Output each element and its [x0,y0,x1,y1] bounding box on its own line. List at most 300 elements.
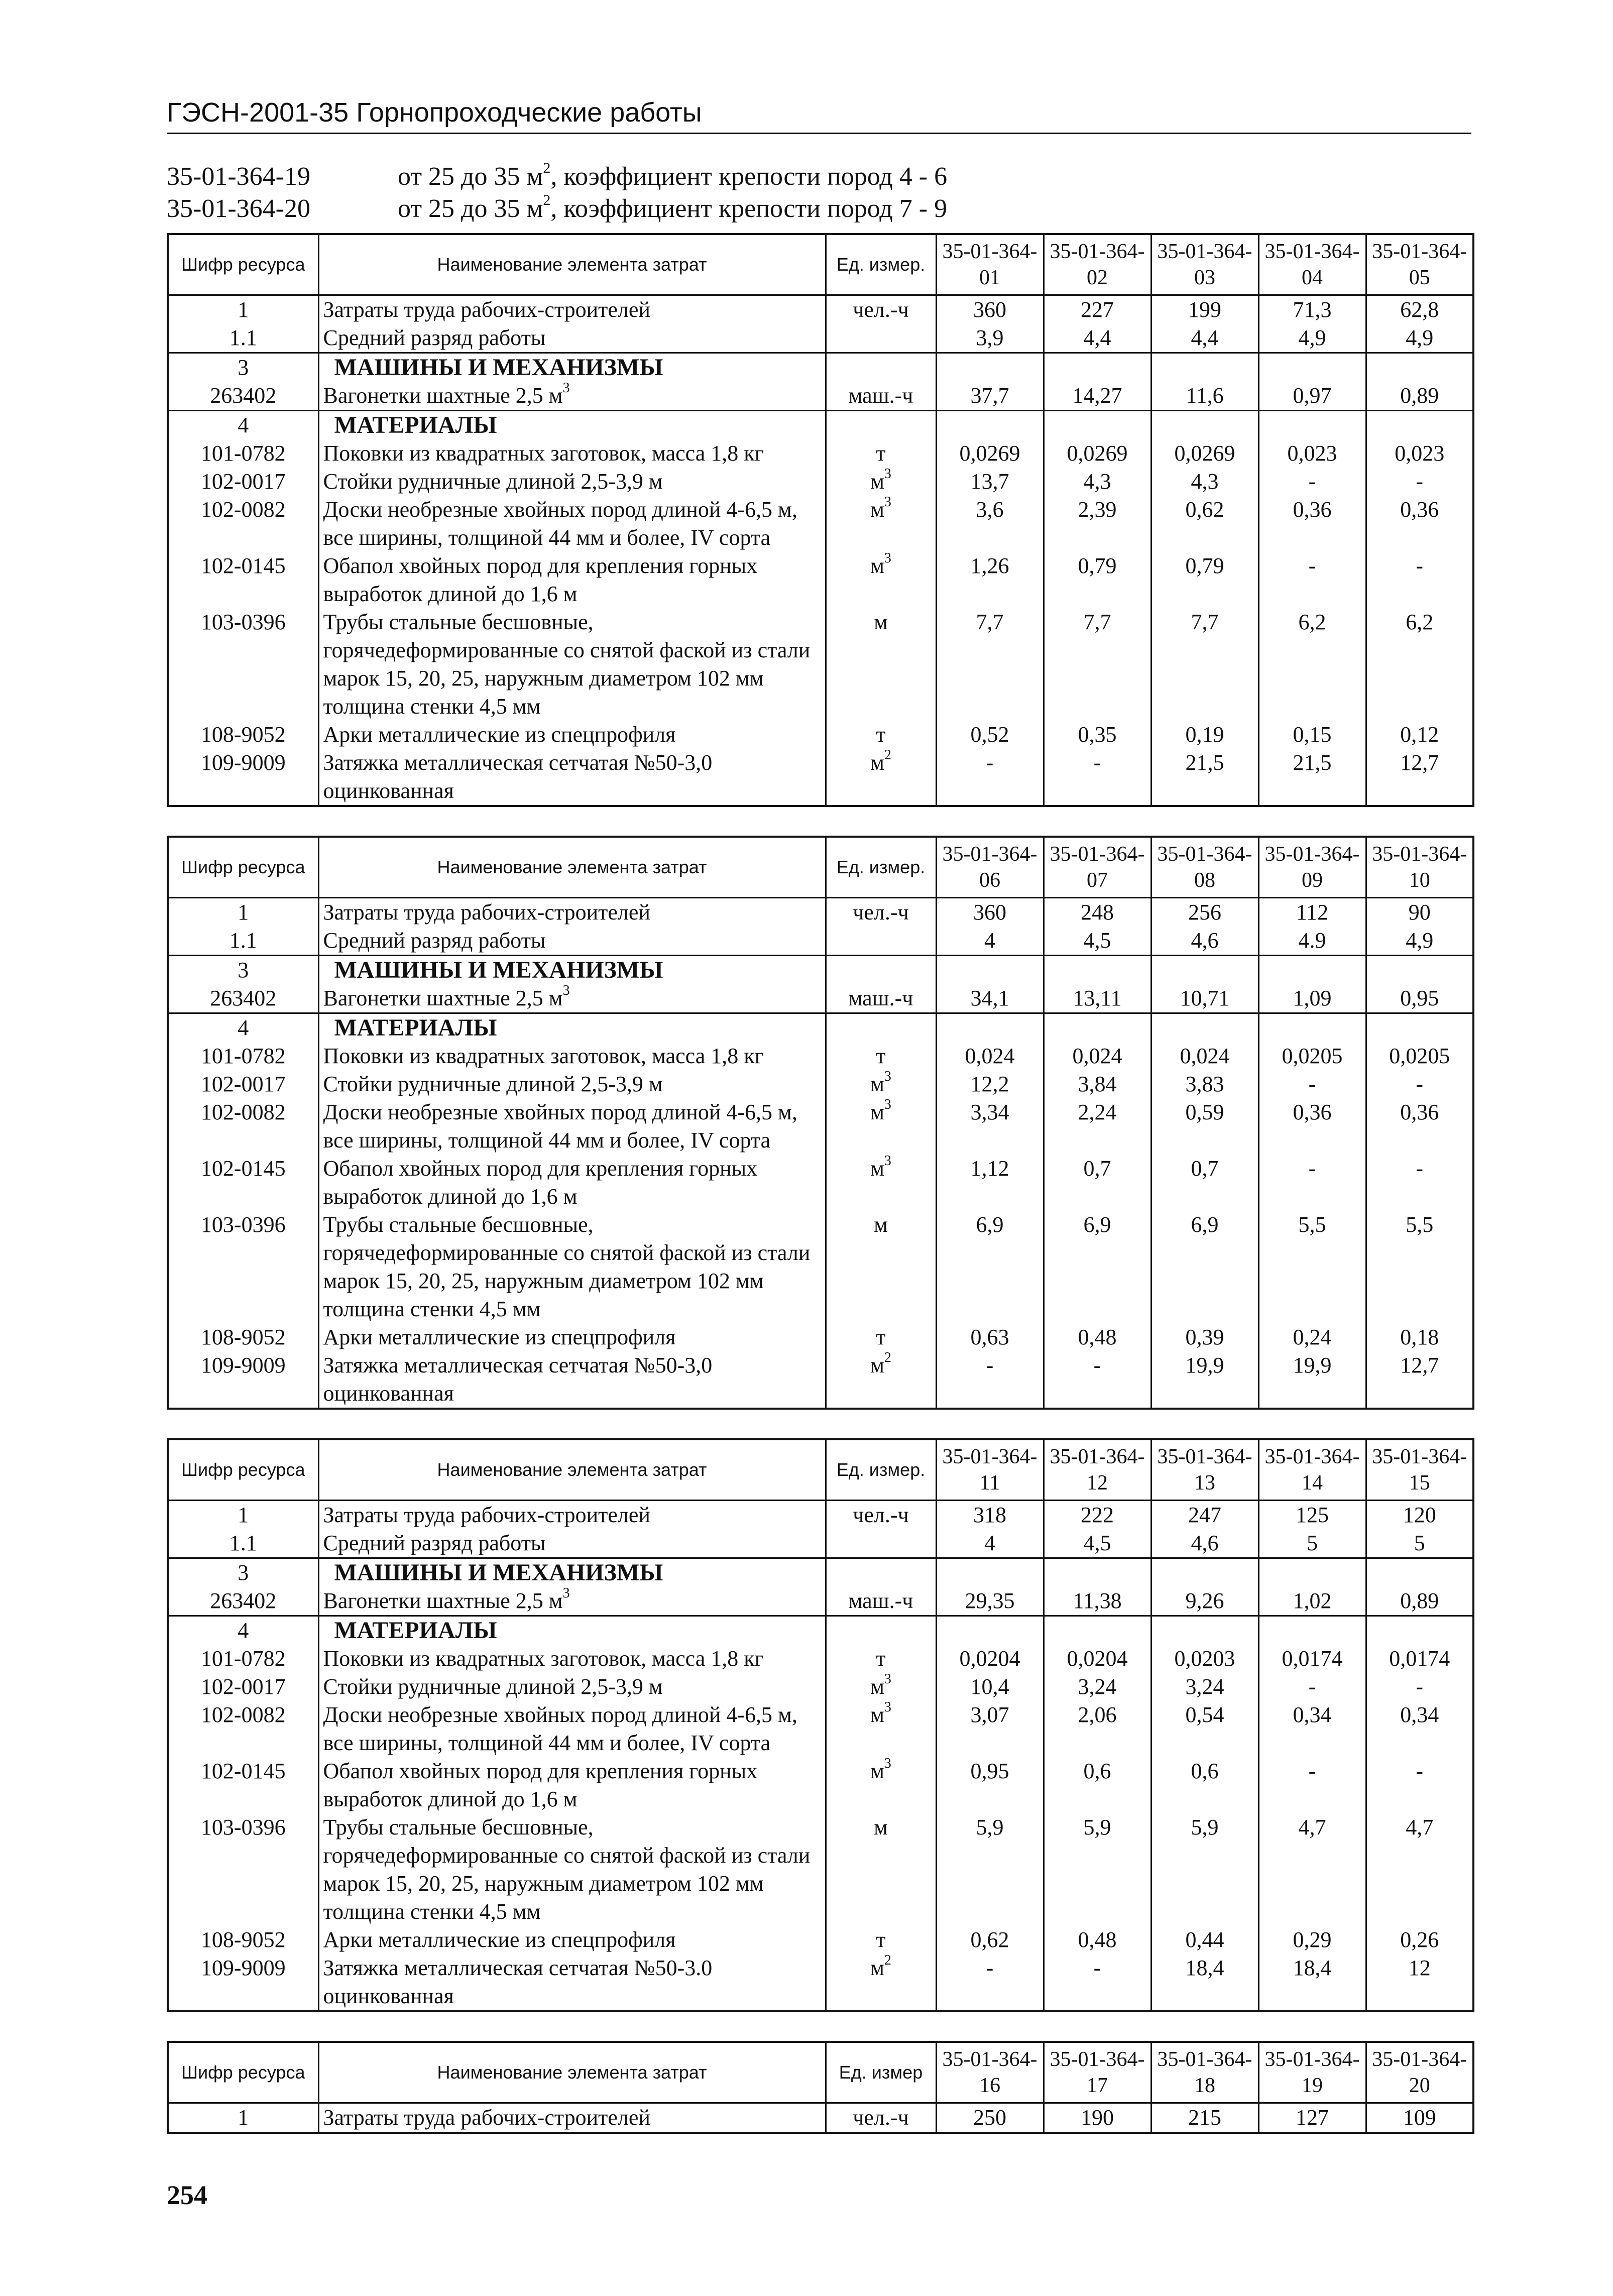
table-row [168,984,1473,1013]
header-norm-code: 35-01-364-12 [1044,1439,1151,1501]
value-cell: 4 [936,927,1044,956]
value-cell: 0,36 [1366,1098,1473,1155]
resource-table [167,836,1474,1410]
value-cell: 0,59 [1151,1098,1258,1155]
value-cell: - [1366,1070,1473,1098]
table-row [168,1645,1473,1673]
value-cell: 5,9 [1151,1813,1258,1926]
table-row [168,608,1473,721]
value-cell [936,353,1044,382]
value-cell: - [1258,1673,1366,1701]
header-resource-code: Шифр ресурса [168,2042,318,2103]
table-row [168,898,1473,927]
value-cell: 4 [936,1529,1044,1558]
cost-element-name: Обапол хвойных пород для крепления горных выработок длиной до 1,6 м [318,552,826,608]
value-cell: 3,07 [936,1701,1044,1757]
cost-element-name: Вагонетки шахтные 2,5 $м^3$ [318,984,826,1013]
resource-code: 102-0145 [168,552,318,608]
scope-sup: 2 [543,160,551,176]
unit-cell: т [826,1042,936,1070]
value-cell: 0,36 [1366,496,1473,552]
header-norm-code: 35-01-364-02 [1044,234,1151,295]
unit-cell: $м^3$ [826,1098,936,1155]
resource-code: 4 [168,1616,318,1645]
scope-code: 35-01-364-19 [167,162,310,191]
table-header-row [168,1439,1473,1501]
value-cell: - [1258,552,1366,608]
value-cell: 0,39 [1151,1323,1258,1351]
value-cell: 0,0204 [936,1645,1044,1673]
value-cell: 1,26 [936,552,1044,608]
value-cell: 120 [1366,1501,1473,1530]
value-cell: 0,0174 [1258,1645,1366,1673]
scope-text: от 25 до 35 м [398,162,543,191]
table-row [168,1155,1473,1211]
resource-code: 4 [168,411,318,440]
header-rule [167,133,1471,134]
header-norm-code: 35-01-364-04 [1258,234,1366,295]
cost-element-name: Обапол хвойных пород для крепления горных выработок длиной до 1,6 м [318,1155,826,1211]
value-cell: 29,35 [936,1587,1044,1616]
value-cell [1258,411,1366,440]
table-row [168,1587,1473,1616]
table-row [168,468,1473,496]
value-cell: 6,9 [1044,1211,1151,1323]
value-cell: - [1366,1155,1473,1211]
table-row [168,552,1473,608]
value-cell: 0,36 [1258,496,1366,552]
table-header-row [168,234,1473,295]
header-cost-element: Наименование элемента затрат [318,234,826,295]
value-cell: 4,7 [1258,1813,1366,1926]
table-row [168,439,1473,468]
value-cell: 4,6 [1151,1529,1258,1558]
table-row [168,721,1473,749]
unit-cell: м [826,1813,936,1926]
resource-code: 109-9009 [168,1954,318,2011]
value-cell [1044,411,1151,440]
table-row [168,1673,1473,1701]
cost-element-name: Трубы стальные бесшовные, горячедеформированные со снятой фаской из стали марок 15, 20, 25, наружным диаметром 102 мм толщина стенки 4,5 мм [318,1813,826,1926]
value-cell: 0,89 [1366,382,1473,411]
section-row [168,956,1473,985]
value-cell: 0,0174 [1366,1645,1473,1673]
header-norm-code: 35-01-364-20 [1366,2042,1473,2103]
value-cell: 6,9 [936,1211,1044,1323]
header-norm-code: 35-01-364-16 [936,2042,1044,2103]
resource-table [167,1438,1474,2012]
value-cell: 0,024 [1151,1042,1258,1070]
value-cell: 21,5 [1151,749,1258,806]
value-cell: 0,54 [1151,1701,1258,1757]
header-norm-code: 35-01-364-19 [1258,2042,1366,2103]
unit-cell: чел.-ч [826,1501,936,1530]
value-cell: 0,48 [1044,1926,1151,1954]
table-row [168,1954,1473,2011]
unit-cell: чел.-ч [826,295,936,324]
unit-cell: $м^3$ [826,1757,936,1813]
value-cell: 0,0205 [1258,1042,1366,1070]
resource-code: 103-0396 [168,1211,318,1323]
unit-cell: чел.-ч [826,2103,936,2133]
resource-code: 1.1 [168,324,318,353]
header-norm-code: 35-01-364-09 [1258,837,1366,898]
value-cell: 0,7 [1151,1155,1258,1211]
resource-code: 102-0082 [168,1098,318,1155]
value-cell: 0,48 [1044,1323,1151,1351]
resource-code: 3 [168,353,318,382]
unit-cell: $м^3$ [826,1070,936,1098]
value-cell: 90 [1366,898,1473,927]
resource-code: 1.1 [168,1529,318,1558]
resource-code: 101-0782 [168,1042,318,1070]
resource-code: 101-0782 [168,1645,318,1673]
cost-element-name: Затяжка металлическая сетчатая №50-3,0 оцинкованная [318,749,826,806]
value-cell [1258,956,1366,985]
value-cell: 21,5 [1258,749,1366,806]
value-cell: 7,7 [936,608,1044,721]
resource-code: 263402 [168,382,318,411]
header-unit: Ед. измер [826,2042,936,2103]
value-cell: - [1044,749,1151,806]
value-cell: 0,6 [1044,1757,1151,1813]
cost-element-name: Затраты труда рабочих-строителей [318,1501,826,1530]
header-resource-code: Шифр ресурса [168,837,318,898]
value-cell [1044,956,1151,985]
table-row [168,1351,1473,1409]
unit-cell: $м^3$ [826,552,936,608]
value-cell: - [936,1351,1044,1409]
resource-code: 102-0017 [168,1070,318,1098]
page-number: 254 [167,2180,207,2210]
resource-code: 263402 [168,984,318,1013]
value-cell [1366,956,1473,985]
value-cell [1366,411,1473,440]
resource-code: 3 [168,1558,318,1587]
value-cell: 0,95 [1366,984,1473,1013]
value-cell: 0,19 [1151,721,1258,749]
scope-line [167,161,947,193]
resource-code: 102-0017 [168,468,318,496]
value-cell [1151,1616,1258,1645]
resource-table [167,233,1474,807]
value-cell: 19,9 [1258,1351,1366,1409]
cost-element-name: Доски необрезные хвойных пород длиной 4-6,5 м, все ширины, толщиной 44 мм и более, IV сорта [318,1701,826,1757]
unit-cell [826,1616,936,1645]
value-cell: 5 [1366,1529,1473,1558]
value-cell: - [936,1954,1044,2011]
value-cell: 13,7 [936,468,1044,496]
value-cell [1151,956,1258,985]
value-cell [936,956,1044,985]
scope-sup: 2 [543,192,551,208]
value-cell: 9,26 [1151,1587,1258,1616]
cost-element-name: Поковки из квадратных заготовок, масса 1,8 кг [318,1042,826,1070]
table-row [168,324,1473,353]
resource-code: 102-0017 [168,1673,318,1701]
value-cell: 71,3 [1258,295,1366,324]
value-cell: 3,34 [936,1098,1044,1155]
unit-cell [826,1558,936,1587]
cost-element-name: Доски необрезные хвойных пород длиной 4-6,5 м, все ширины, толщиной 44 мм и более, IV сорта [318,1098,826,1155]
value-cell: 190 [1044,2103,1151,2133]
value-cell [1044,353,1151,382]
table-row [168,927,1473,956]
value-cell: 0,63 [936,1323,1044,1351]
value-cell: 360 [936,898,1044,927]
header-resource-code: Шифр ресурса [168,234,318,295]
value-cell [1366,1616,1473,1645]
resource-code: 109-9009 [168,749,318,806]
value-cell: 14,27 [1044,382,1151,411]
value-cell: 13,11 [1044,984,1151,1013]
table-row [168,1098,1473,1155]
value-cell: 4,9 [1366,927,1473,956]
value-cell: - [1366,1757,1473,1813]
unit-cell: т [826,1926,936,1954]
unit-cell [826,956,936,985]
value-cell: 112 [1258,898,1366,927]
table-row [168,1501,1473,1530]
resource-code: 109-9009 [168,1351,318,1409]
value-cell: 0,52 [936,721,1044,749]
cost-element-name: Арки металлические из спецпрофиля [318,1323,826,1351]
value-cell: 0,35 [1044,721,1151,749]
resource-code: 3 [168,956,318,985]
value-cell: 125 [1258,1501,1366,1530]
unit-cell: $м^3$ [826,1673,936,1701]
value-cell: 0,29 [1258,1926,1366,1954]
value-cell: 0,0204 [1044,1645,1151,1673]
value-cell: 2,24 [1044,1098,1151,1155]
table-row [168,1529,1473,1558]
table-row [168,1323,1473,1351]
value-cell: 0,0269 [1044,439,1151,468]
value-cell [1258,353,1366,382]
value-cell: 0,0205 [1366,1042,1473,1070]
unit-cell: $м^3$ [826,1155,936,1211]
scope-text-rest: , коэффициент крепости пород 4 - 6 [550,162,948,191]
section-row [168,1558,1473,1587]
value-cell: 5 [1258,1529,1366,1558]
value-cell: 0,0269 [936,439,1044,468]
cost-element-name: Затяжка металлическая сетчатая №50-3,0 оцинкованная [318,1351,826,1409]
header-norm-code: 35-01-364-10 [1366,837,1473,898]
value-cell: 5,5 [1366,1211,1473,1323]
table-header-row [168,2042,1473,2103]
value-cell: 10,4 [936,1673,1044,1701]
value-cell: 0,024 [936,1042,1044,1070]
cost-element-name: Арки металлические из спецпрофиля [318,1926,826,1954]
value-cell: 3,24 [1151,1673,1258,1701]
value-cell: - [1366,468,1473,496]
resource-code: 102-0145 [168,1757,318,1813]
value-cell: 18,4 [1258,1954,1366,2011]
value-cell: 1,12 [936,1155,1044,1211]
value-cell [1366,1013,1473,1043]
unit-cell [826,1013,936,1043]
unit-cell: м [826,608,936,721]
value-cell [1258,1616,1366,1645]
value-cell: 0,0203 [1151,1645,1258,1673]
cost-element-name: Стойки рудничные длиной 2,5-3,9 м [318,468,826,496]
scope-code: 35-01-364-20 [167,194,310,223]
unit-cell [826,411,936,440]
value-cell: 3,6 [936,496,1044,552]
table-row [168,1070,1473,1098]
value-cell [936,1616,1044,1645]
value-cell: 0,15 [1258,721,1366,749]
value-cell: - [1044,1351,1151,1409]
value-cell: 318 [936,1501,1044,1530]
unit-cell: $м^3$ [826,1701,936,1757]
unit-cell: т [826,1645,936,1673]
value-cell: 0,18 [1366,1323,1473,1351]
table-row [168,749,1473,806]
unit-cell: $м^2$ [826,749,936,806]
value-cell: 4,3 [1044,468,1151,496]
header-norm-code: 35-01-364-08 [1151,837,1258,898]
value-cell: 3,84 [1044,1070,1151,1098]
unit-cell: $м^2$ [826,1351,936,1409]
header-unit: Ед. измер. [826,1439,936,1501]
value-cell: - [936,749,1044,806]
header-unit: Ед. измер. [826,837,936,898]
cost-element-name: Стойки рудничные длиной 2,5-3,9 м [318,1673,826,1701]
resource-code: 102-0082 [168,1701,318,1757]
value-cell: 4,5 [1044,927,1151,956]
value-cell [1366,353,1473,382]
value-cell: 109 [1366,2103,1473,2133]
value-cell: 0,023 [1366,439,1473,468]
header-unit: Ед. измер. [826,234,936,295]
value-cell [1258,1013,1366,1043]
value-cell [1258,1558,1366,1587]
value-cell: 62,8 [1366,295,1473,324]
header-cost-element: Наименование элемента затрат [318,837,826,898]
resource-code: 1 [168,2103,318,2133]
value-cell [1151,411,1258,440]
table-row [168,1701,1473,1757]
value-cell: 2,06 [1044,1701,1151,1757]
header-norm-code: 35-01-364-03 [1151,234,1258,295]
page-header-title: ГЭСН-2001-35 Горнопроходческие работы [167,97,702,128]
unit-cell: маш.-ч [826,984,936,1013]
table-header-row [168,837,1473,898]
table-row [168,382,1473,411]
cost-element-name: Средний разряд работы [318,1529,826,1558]
header-resource-code: Шифр ресурса [168,1439,318,1501]
cost-element-name: Трубы стальные бесшовные, горячедеформированные со снятой фаской из стали марок 15, 20, 25, наружным диаметром 102 мм толщина стенки 4,5 мм [318,1211,826,1323]
unit-cell: т [826,439,936,468]
cost-element-name: Вагонетки шахтные 2,5 $м^3$ [318,1587,826,1616]
cost-element-name: Средний разряд работы [318,324,826,353]
value-cell: 37,7 [936,382,1044,411]
value-cell: 34,1 [936,984,1044,1013]
resource-code: 108-9052 [168,1926,318,1954]
value-cell: 12,7 [1366,1351,1473,1409]
resource-code: 1 [168,295,318,324]
value-cell: 215 [1151,2103,1258,2133]
value-cell: 6,2 [1258,608,1366,721]
cost-element-name: Доски необрезные хвойных пород длиной 4-6,5 м, все ширины, толщиной 44 мм и более, IV сорта [318,496,826,552]
value-cell: 4,3 [1151,468,1258,496]
unit-cell [826,927,936,956]
cost-element-name: Поковки из квадратных заготовок, масса 1,8 кг [318,1645,826,1673]
value-cell [936,411,1044,440]
value-cell: 0,62 [936,1926,1044,1954]
resource-code: 103-0396 [168,608,318,721]
value-cell: 10,71 [1151,984,1258,1013]
value-cell: - [1258,1155,1366,1211]
resource-code: 108-9052 [168,1323,318,1351]
table-row [168,2103,1473,2133]
resource-code: 108-9052 [168,721,318,749]
resource-code: 103-0396 [168,1813,318,1926]
value-cell: 227 [1044,295,1151,324]
cost-element-name: Затраты труда рабочих-строителей [318,2103,826,2133]
section-title: МАТЕРИАЛЫ [318,1013,826,1043]
unit-cell: $м^3$ [826,496,936,552]
value-cell: 0,24 [1258,1323,1366,1351]
unit-cell: чел.-ч [826,898,936,927]
value-cell: - [1258,1070,1366,1098]
value-cell: 0,62 [1151,496,1258,552]
header-norm-code: 35-01-364-15 [1366,1439,1473,1501]
cost-element-name: Затяжка металлическая сетчатая №50-3.0 оцинкованная [318,1954,826,2011]
table-row [168,1813,1473,1926]
value-cell: 256 [1151,898,1258,927]
header-norm-code: 35-01-364-05 [1366,234,1473,295]
value-cell: 127 [1258,2103,1366,2133]
table-row [168,295,1473,324]
value-cell [1366,1558,1473,1587]
value-cell: 1,02 [1258,1587,1366,1616]
header-cost-element: Наименование элемента затрат [318,2042,826,2103]
value-cell: - [1258,1757,1366,1813]
value-cell: 222 [1044,1501,1151,1530]
value-cell: 0,0269 [1151,439,1258,468]
value-cell: 3,24 [1044,1673,1151,1701]
value-cell: 6,2 [1366,608,1473,721]
value-cell: 4,4 [1044,324,1151,353]
header-cost-element: Наименование элемента затрат [318,1439,826,1501]
resource-code: 1.1 [168,927,318,956]
section-title: МАШИНЫ И МЕХАНИЗМЫ [318,1558,826,1587]
value-cell: 3,83 [1151,1070,1258,1098]
scope-text: от 25 до 35 м [398,194,543,223]
value-cell: 0,95 [936,1757,1044,1813]
value-cell: 19,9 [1151,1351,1258,1409]
cost-element-name: Обапол хвойных пород для крепления горных выработок длиной до 1,6 м [318,1757,826,1813]
value-cell [936,1013,1044,1043]
header-norm-code: 35-01-364-18 [1151,2042,1258,2103]
unit-cell [826,353,936,382]
cost-element-name: Стойки рудничные длиной 2,5-3,9 м [318,1070,826,1098]
unit-cell: м [826,1211,936,1323]
value-cell: 11,6 [1151,382,1258,411]
value-cell: 0,97 [1258,382,1366,411]
value-cell: 0,34 [1366,1701,1473,1757]
value-cell: 4,5 [1044,1529,1151,1558]
table-row [168,1926,1473,1954]
value-cell: 4,4 [1151,324,1258,353]
section-row [168,411,1473,440]
cost-element-name: Затраты труда рабочих-строителей [318,898,826,927]
section-title: МАШИНЫ И МЕХАНИЗМЫ [318,956,826,985]
unit-cell: т [826,1323,936,1351]
value-cell: - [1366,1673,1473,1701]
